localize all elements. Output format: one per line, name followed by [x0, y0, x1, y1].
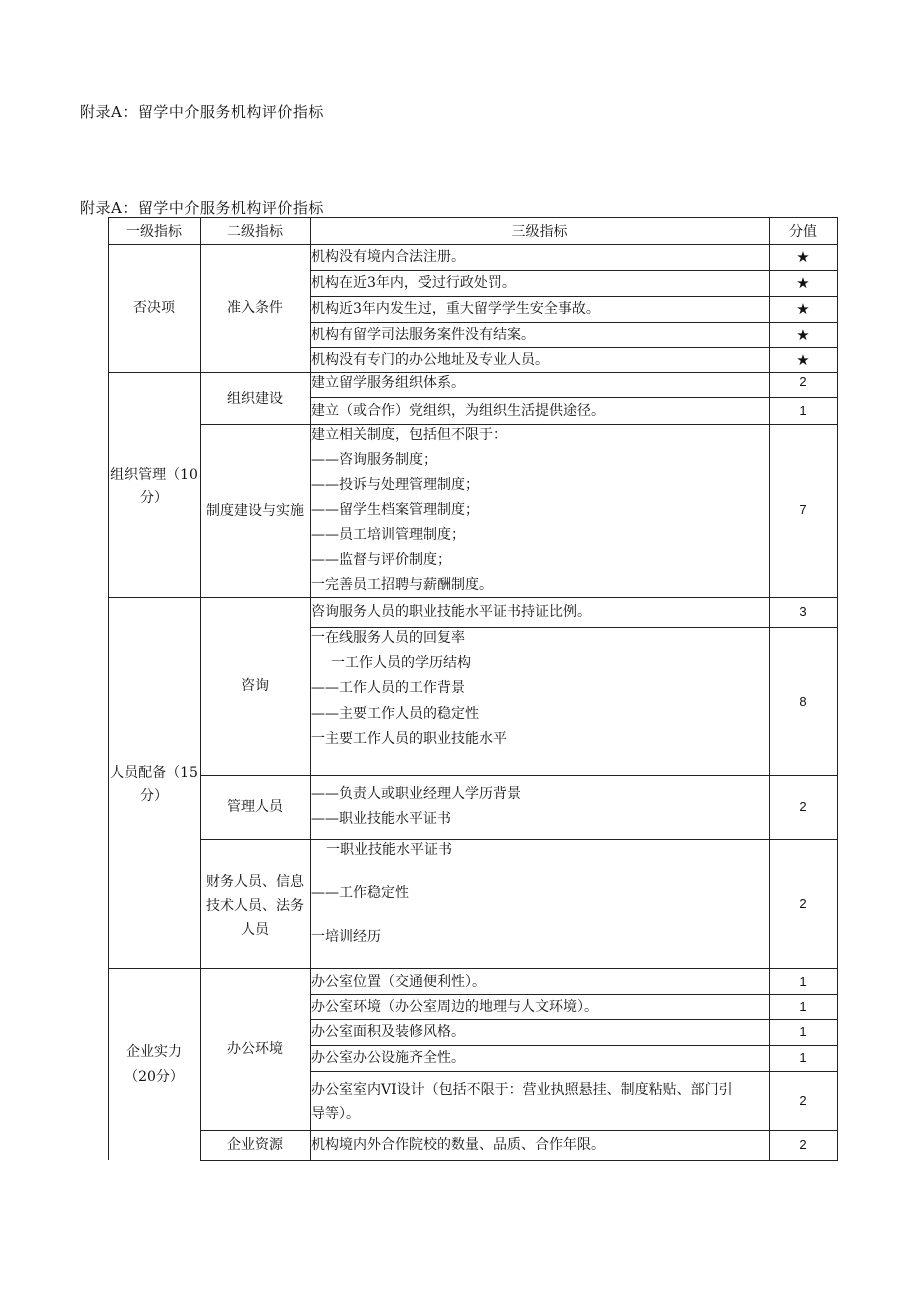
staff-manager-line-1: ——负责人或职业经理人学历背景: [311, 786, 521, 802]
org-system-line-4: ——留学生档案管理制度；: [311, 502, 479, 518]
veto-item-5: 机构没有专门的办公地址及专业人员。: [311, 352, 549, 368]
staff-finance-level2-line3: 人员: [241, 922, 269, 938]
strength-office-vi-score: 2: [799, 1093, 807, 1108]
org-level1-line1: 组织管理（10: [110, 467, 198, 483]
org-system-line-1: 建立相关制度，包括但不限于：: [311, 427, 507, 443]
staff-finance-score: 2: [799, 896, 807, 911]
veto-item-4: 机构有留学司法服务案件没有结案。: [311, 327, 535, 343]
staff-cert-text: 咨询服务人员的职业技能水平证书持证比例。: [311, 604, 591, 620]
strength-office-item-4: 办公室办公设施齐全性。: [311, 1050, 465, 1066]
staff-cert-score: 3: [799, 604, 807, 619]
org-level1-line2: 分）: [140, 490, 168, 506]
org-system-level2: 制度建设与实施: [206, 503, 304, 519]
star-icon: ★: [796, 351, 810, 369]
strength-office-item-2: 办公室环境（办公室周边的地理与人文环境）。: [311, 999, 598, 1015]
staff-manager-level2: 管理人员: [227, 799, 283, 815]
header-level1: 一级指标: [126, 224, 182, 240]
star-icon: ★: [796, 274, 810, 292]
strength-level1-line1: 企业实力: [126, 1044, 182, 1060]
staff-consult-line-2: 一工作人员的学历结构: [331, 655, 471, 671]
strength-office-vi-line1: 办公室室内VI设计（包括不限于：营业执照悬挂、制度粘贴、部门引: [311, 1082, 733, 1098]
org-system-line-6: ——监督与评价制度；: [311, 552, 451, 568]
org-build-level2: 组织建设: [227, 391, 283, 407]
staff-level1-line1: 人员配备（15: [110, 765, 198, 781]
staff-consult-score: 8: [799, 694, 807, 709]
star-icon: ★: [796, 300, 810, 318]
org-system-score: 7: [799, 502, 807, 517]
staff-consult-line-5: 一主要工作人员的职业技能水平: [311, 731, 507, 747]
header-score: 分值: [789, 224, 817, 240]
strength-office-level2: 办公环境: [227, 1041, 283, 1057]
staff-finance-line-1: 一职业技能水平证书: [326, 842, 452, 858]
staff-consult-line-1: 一在线服务人员的回复率: [311, 630, 465, 646]
staff-finance-line-3: 一培训经历: [311, 929, 381, 945]
staff-consult-line-4: ——主要工作人员的稳定性: [311, 706, 479, 722]
page-title: 附录A：留学中介服务机构评价指标: [80, 103, 324, 121]
org-build-score-1: 2: [799, 374, 807, 389]
table-title: 附录A：留学中介服务机构评价指标: [80, 199, 324, 217]
org-system-line-3: ——投诉与处理管理制度；: [311, 477, 479, 493]
veto-level1: 否决项: [133, 300, 175, 316]
veto-item-2: 机构在近3年内，受过行政处罚。: [311, 275, 516, 291]
veto-item-1: 机构没有境内合法注册。: [311, 249, 465, 265]
org-system-line-2: ——咨询服务制度；: [311, 452, 437, 468]
strength-office-item-1: 办公室位置（交通便利性）。: [311, 974, 486, 990]
staff-level1-line2: 分）: [140, 788, 168, 804]
org-build-item-2: 建立（或合作）党组织，为组织生活提供途径。: [311, 403, 605, 419]
staff-finance-level2-line1: 财务人员、信息: [206, 874, 304, 890]
veto-level2: 准入条件: [227, 300, 283, 316]
strength-office-score-3: 1: [799, 1024, 807, 1039]
staff-finance-line-2: ——工作稳定性: [311, 885, 409, 901]
strength-level1-line2: （20分）: [124, 1069, 184, 1085]
header-level3: 三级指标: [511, 224, 568, 240]
star-icon: ★: [796, 326, 810, 344]
strength-office-score-1: 1: [799, 974, 807, 989]
strength-office-score-2: 1: [799, 999, 807, 1014]
staff-consult-level2: 咨询: [241, 678, 269, 694]
star-icon: ★: [796, 248, 810, 266]
staff-manager-line-2: ——职业技能水平证书: [311, 811, 451, 827]
strength-resource-score: 2: [799, 1137, 807, 1152]
staff-finance-level2-line2: 技术人员、法务: [206, 898, 304, 914]
strength-resource-text: 机构境内外合作院校的数量、品质、合作年限。: [311, 1137, 605, 1153]
strength-office-score-4: 1: [799, 1050, 807, 1065]
org-build-score-2: 1: [799, 403, 807, 418]
org-system-line-7: 一完善员工招聘与薪酬制度。: [311, 577, 493, 593]
org-build-item-1: 建立留学服务组织体系。: [311, 375, 465, 391]
header-level2: 二级指标: [227, 224, 283, 240]
org-system-line-5: ——员工培训管理制度；: [311, 527, 465, 543]
strength-office-item-3: 办公室面积及装修风格。: [311, 1024, 465, 1040]
staff-consult-line-3: ——工作人员的工作背景: [311, 680, 465, 696]
veto-item-3: 机构近3年内发生过，重大留学学生安全事故。: [311, 301, 600, 317]
staff-manager-score: 2: [799, 799, 807, 814]
strength-office-vi-line2: 导等）。: [311, 1106, 360, 1122]
strength-resource-level2: 企业资源: [227, 1137, 283, 1153]
